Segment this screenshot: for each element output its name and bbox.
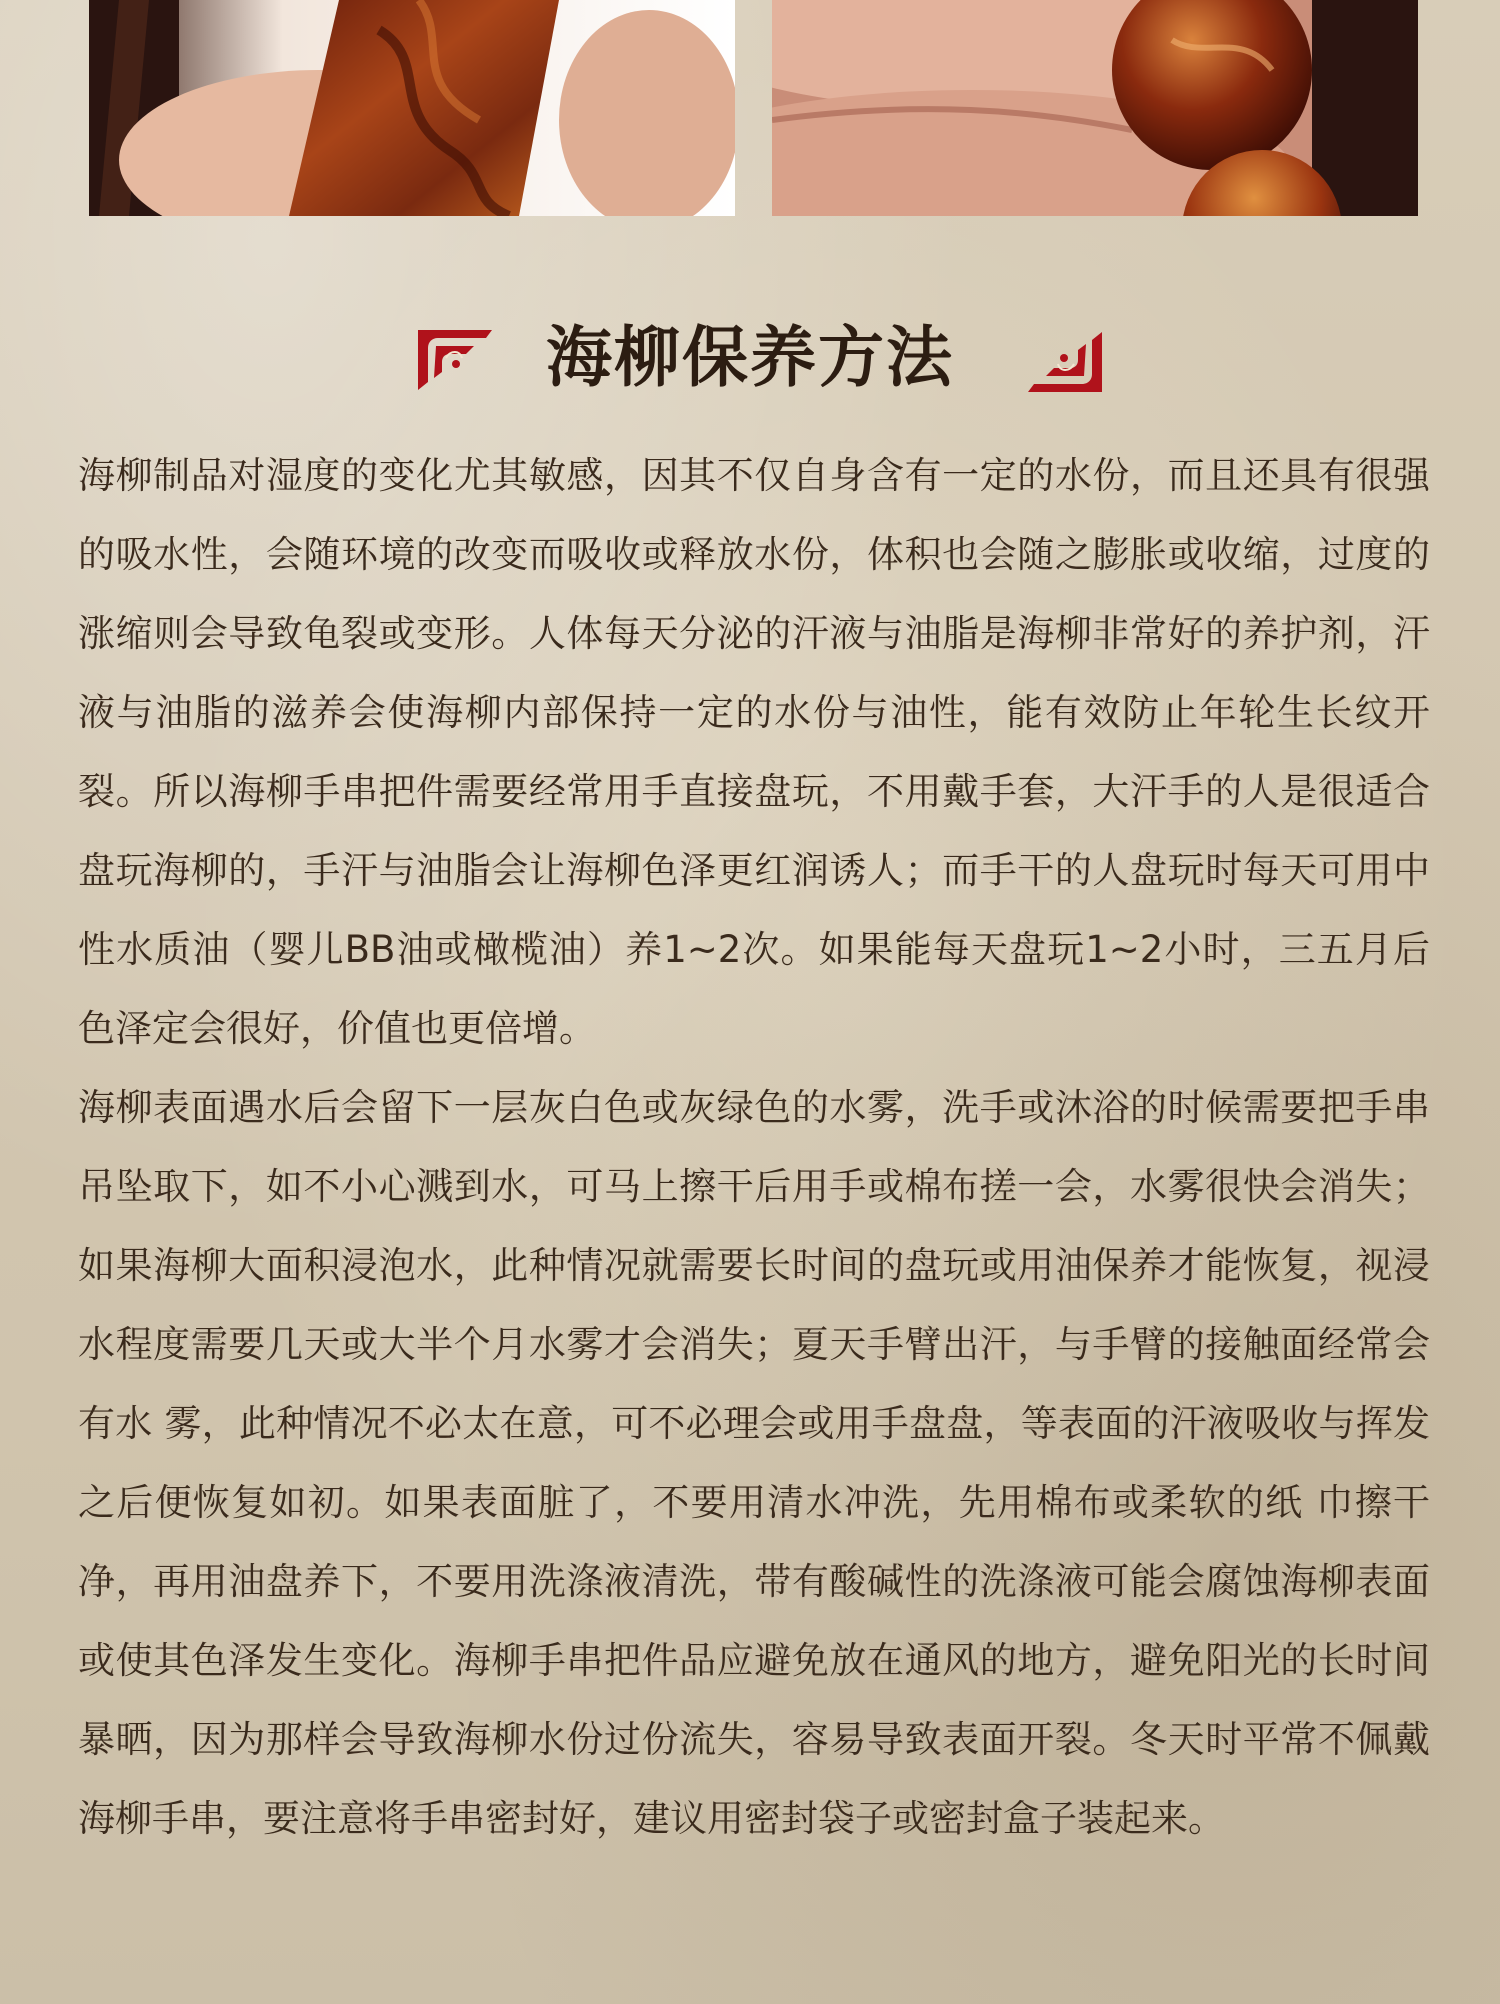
section-heading	[0, 310, 1500, 410]
ornament-corner-right-icon	[1026, 330, 1104, 394]
article-body	[78, 436, 1430, 1858]
paragraph-humidity-care: 海柳制品对湿度的变化尤其敏感，因其不仅自身含有一定的水份，而且还具有很强的吸水性，会随环境的改变而吸收或释放水份，体积也会随之膨胀或收缩，过度的涨缩则会导致龟裂或变形。人体每天分泌的汗液与油脂是海柳非常好的养护剂，汗液与油脂的滋养会使海柳内部保持一定的水份与油性，能有效防止年轮生长纹开裂。所以海柳手串把件需要经常用手直接盘玩，不用戴手套，大汗手的人是很适合盘玩海柳的，手汗与油脂会让海柳色泽更红润诱人；而手干的人盘玩时每天可用中性水质油（婴儿BB油或橄榄油）养1~2次。如果能每天盘玩1~2小时，三五月后色泽定会很好，价值也更倍增。	[78, 454, 1430, 1050]
paragraph-water-care: 海柳表面遇水后会留下一层灰白色或灰绿色的水雾，洗手或沐浴的时候需要把手串吊坠取下，如不小心溅到水，可马上擦干后用手或棉布搓一会，水雾很快会消失；如果海柳大面积浸泡水，此种情况就需要长时间的盘玩或用油保养才能恢复，视浸水程度需要几天或大半个月水雾才会消失；夏天手臂出汗，与手臂的接触面经常会有水 雾，此种情况不必太在意，可不必理会或用手盘盘，等表面的汗液吸收与挥发之后便恢复如初。如果表面脏了，不要用清水冲洗，先用棉布或柔软的纸 巾擦干净，再用油盘养下，不要用洗涤液清洗，带有酸碱性的洗涤液可能会腐蚀海柳表面或使其色泽发生变化。海柳手串把件品应避免放在通风的地方，避免阳光的长时间暴晒，因为那样会导致海柳水份过份流失，容易导致表面开裂。冬天时平常不佩戴海柳手串，要注意将手串密封好，建议用密封袋子或密封盒子装起来。	[78, 1086, 1430, 1840]
ornament-corner-left-icon	[416, 328, 494, 392]
fingers-holding-beads-image	[772, 0, 1418, 216]
product-photo-right	[772, 0, 1418, 216]
section-title: 海柳保养方法	[546, 319, 954, 396]
hand-holding-pendant-image	[89, 0, 735, 216]
product-photo-left	[89, 0, 735, 216]
